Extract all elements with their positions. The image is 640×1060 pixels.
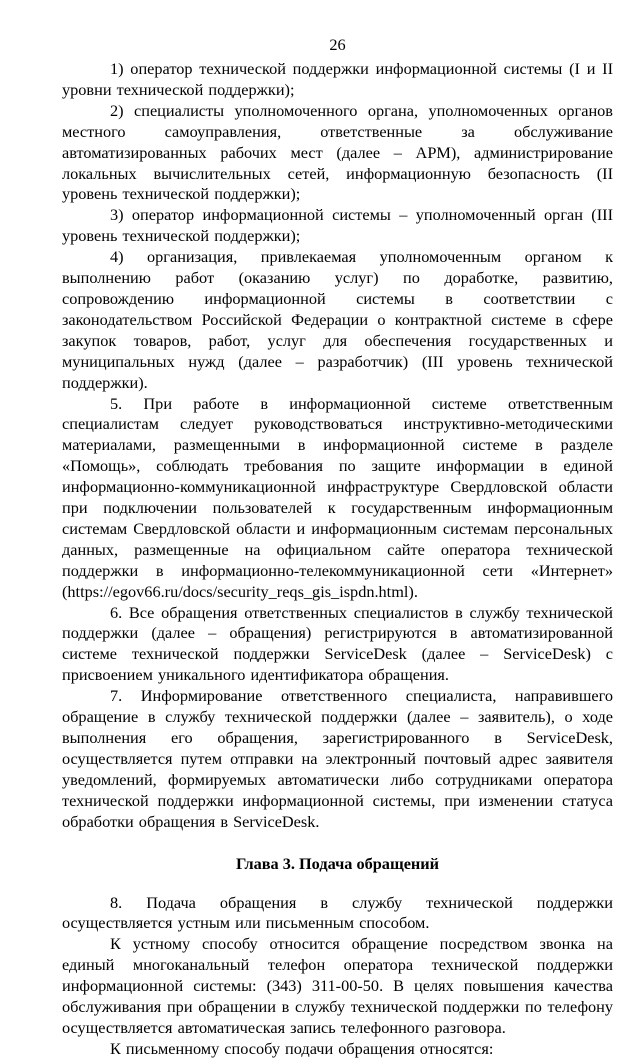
paragraph: 4) организация, привлекаемая уполномоченным органом к выполнению работ (оказанию услуг) по доработке, развитию, сопровождению информационной системы в соответствии с законодательством Российской Федерации о контрактной системе в сфере закупок товаров, работ, услуг для обеспечения государственных и муниципальных нужд (далее – разработчик) (III уровень технической поддержки). xyxy=(62,247,613,392)
paragraph: 6. Все обращения ответственных специалистов в службу технической поддержки (далее – обращения) регистрируются в автоматизированной системе технической поддержки ServiceDesk (далее – ServiceDesk) с присвоением уникального идентификатора обращения. xyxy=(62,602,613,685)
chapter-heading: Глава 3. Подача обращений xyxy=(235,853,440,873)
paragraph: 2) специалисты уполномоченного органа, уполномоченных органов местного самоуправления, ответственные за обслуживание автоматизированных рабочих мест (далее – АРМ), администрирование локальных вычислительных сетей, информационную безопасность (II уровень технической поддержки); xyxy=(62,100,613,204)
paragraph: 1) оператор технической поддержки информационной системы (I и II уровни технической поддержки); xyxy=(62,59,613,99)
paragraph: К письменному способу подачи обращения относятся: xyxy=(110,1038,494,1058)
paragraph: 5. При работе в информационной системе ответственным специалистам следует руководствоваться инструктивно-методическими материалами, размещенными в информационной системе в разделе «Помощь», соблюдать требования по защите информации в единой информационно-коммуникационной инфраструктуре Свердловской области при подключении пользователей к государственным информационным системам Свердловской области и информационным системам персональных данных, размещенные на официальном сайте оператора технической поддержки в информационно-телекоммуникационной сети «Интернет» (https://egov66.ru/docs/security_reqs_gis_ispdn.html). xyxy=(62,393,613,601)
paragraph: 3) оператор информационной системы – уполномоченный орган (III уровень технической поддержки); xyxy=(62,205,613,246)
paragraph: 7. Информирование ответственного специалиста, направившего обращение в службу технической поддержки (далее – заявитель), о ходе выполнения его обращения, зарегистрированного в ServiceDesk, осуществляется путем отправки на электронный почтовый адрес заявителя уведомлений, формируемых автоматически либо сотрудниками оператора технической поддержки информационной системы, при изменении статуса обработки обращения в ServiceDesk. xyxy=(62,686,613,831)
page-number: 26 xyxy=(329,35,346,54)
paragraph: К устному способу относится обращение посредством звонка на единый многоканальный телефон оператора технической поддержки информационной системы: (343) 311-00-50. В целях повышения качества обслуживания при обращении в службу технической поддержки по телефону осуществляется автоматическая запись телефонного разговора. xyxy=(62,934,613,1037)
paragraph: 8. Подача обращения в службу технической поддержки осуществляется устным или письменным способом. xyxy=(62,892,613,933)
